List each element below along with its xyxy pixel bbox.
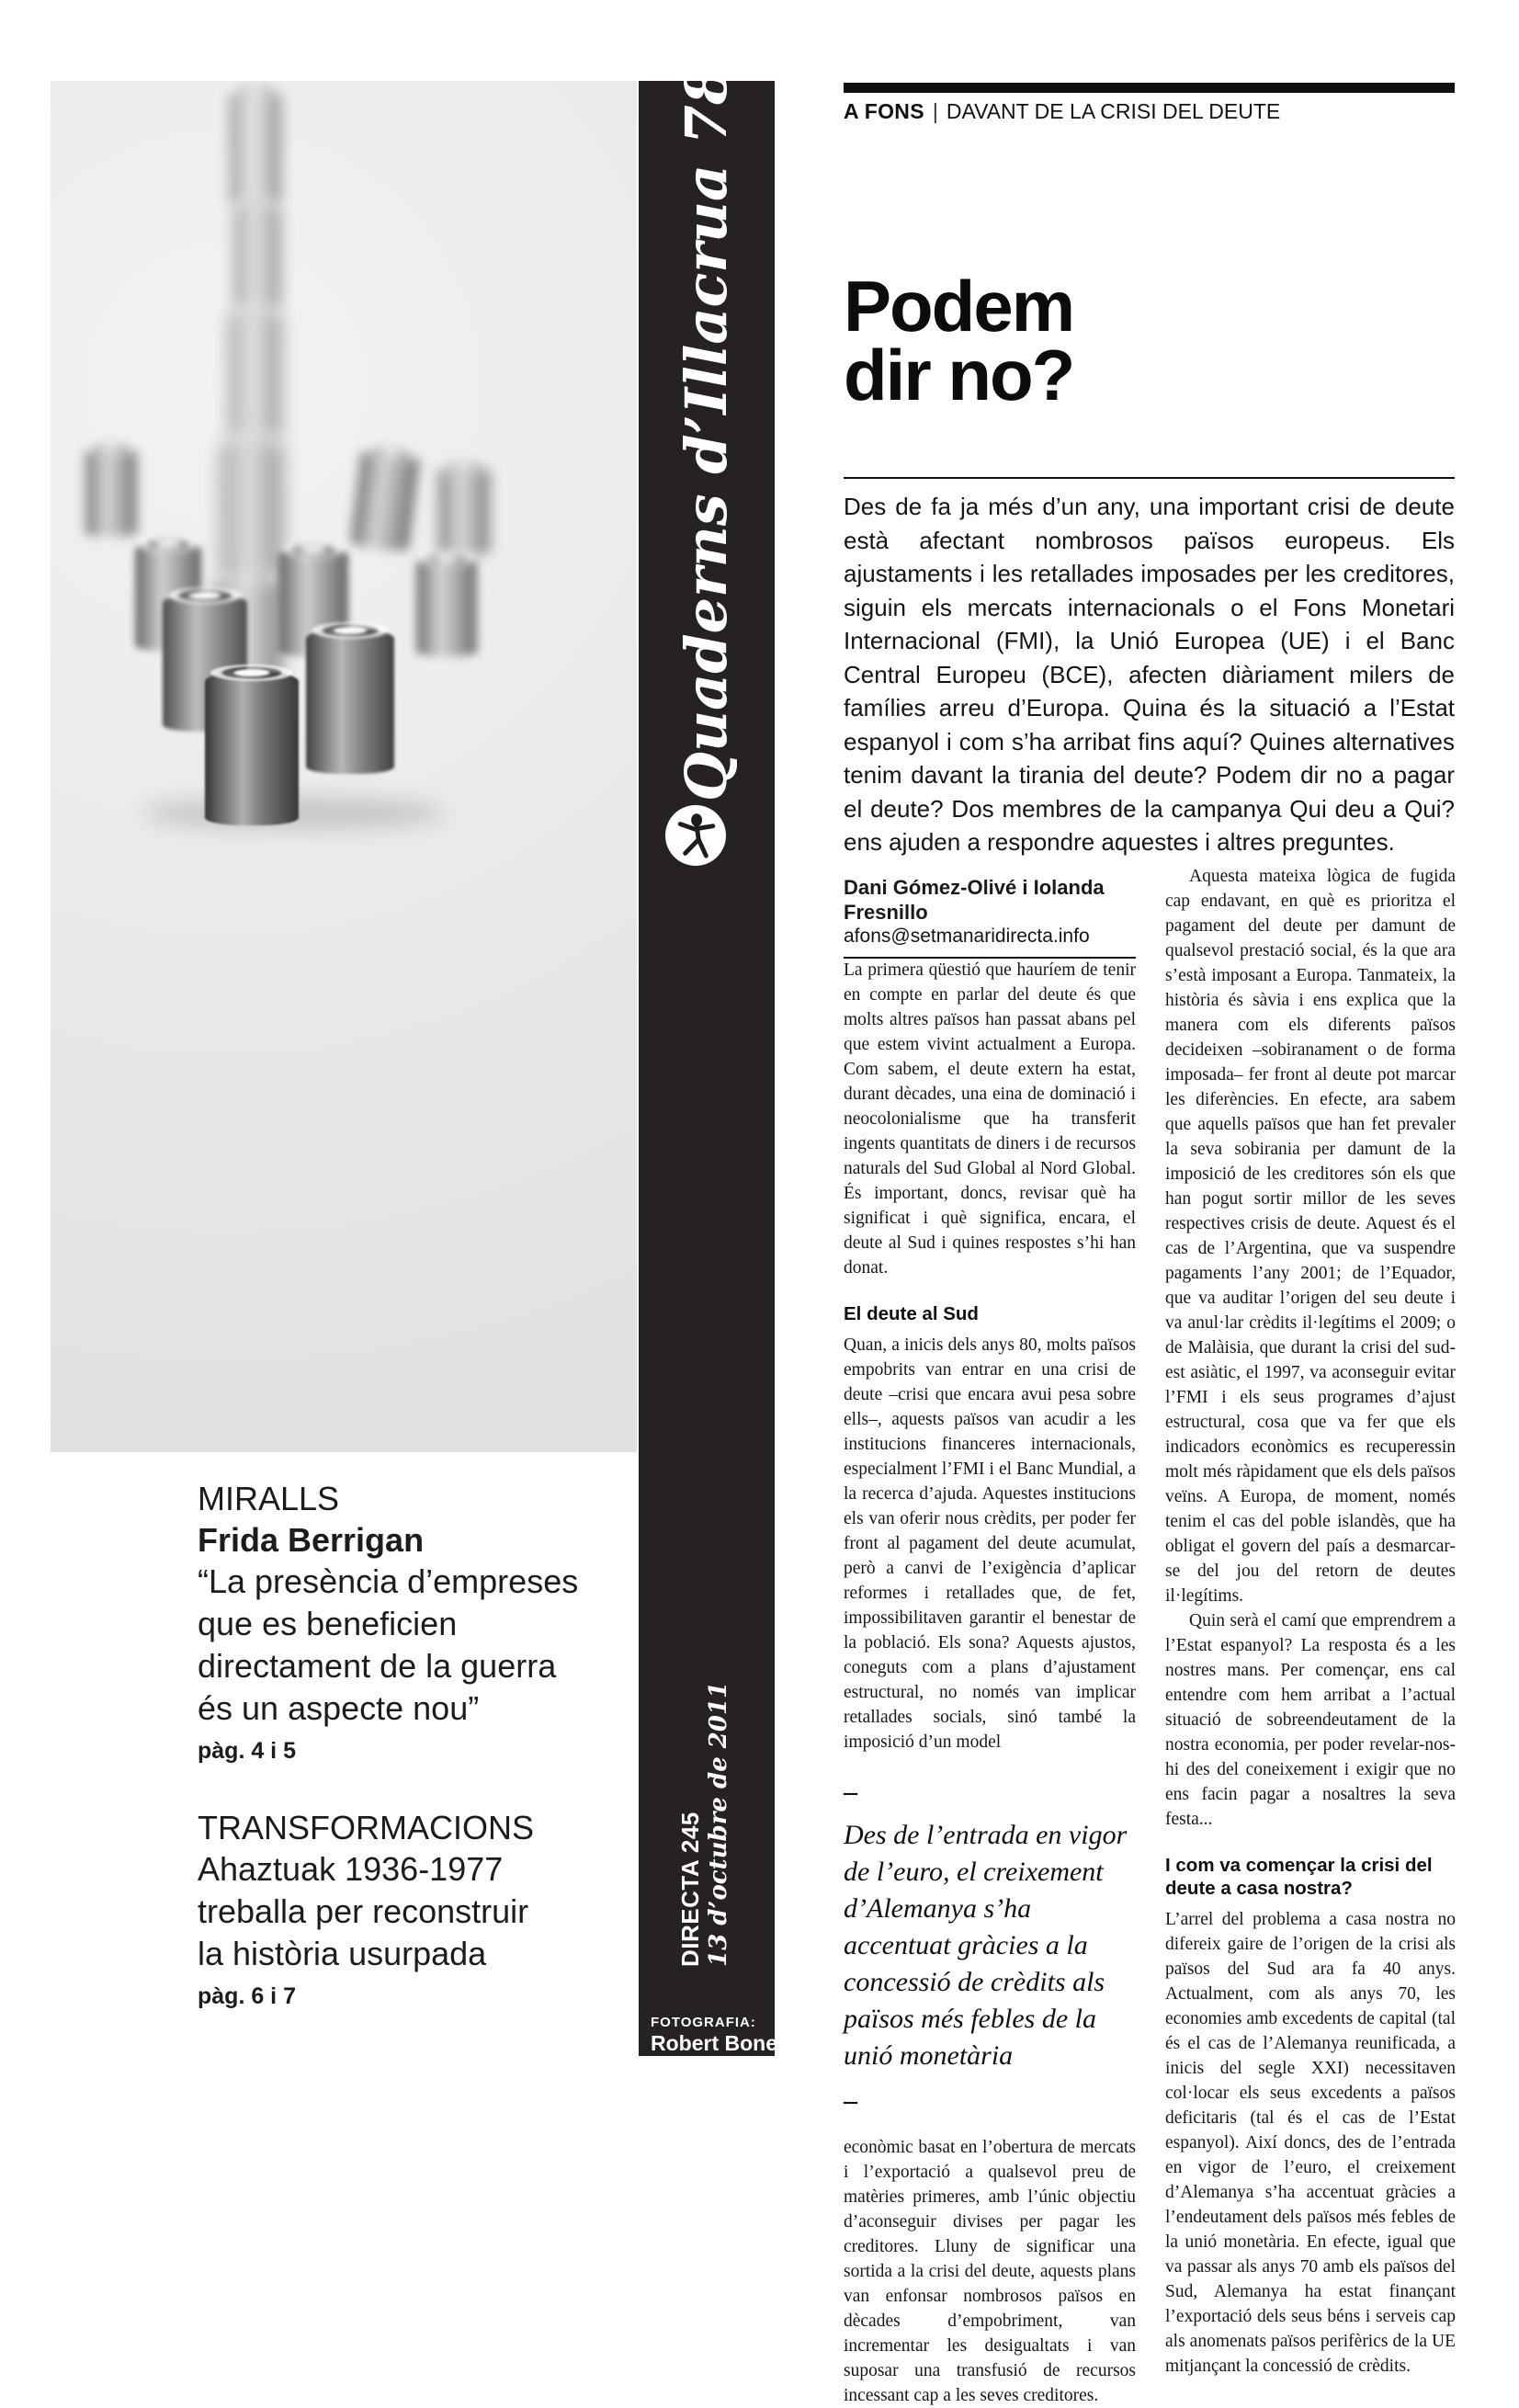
masthead-title: Quaderns d’Illacrua 78 — [673, 64, 740, 801]
pull-quote-dash-bottom: – — [844, 2085, 857, 2116]
banknote-roll — [85, 447, 137, 537]
byline — [844, 875, 1138, 959]
teaser1-page-ref: pàg. 4 i 5 — [198, 1738, 296, 1764]
section-top-bar — [844, 83, 1455, 93]
pull-quote-text: Des de l’entrada en vigor de l’euro, el creixement d’Alemanya s’ha accentuat gràcies a la concessió de crèdits als països més febles de la unió monetària — [844, 1820, 1128, 2071]
byline-email-link[interactable]: afons@setmanaridirecta.info — [844, 926, 1090, 947]
issue-info — [676, 1681, 735, 1967]
front-page-teasers — [198, 1478, 620, 2010]
teaser1-quote-line: directament de la guerra — [198, 1647, 557, 1685]
teaser2-section: TRANSFORMACIONS — [198, 1809, 535, 1846]
pull-quote-dash-top: – — [844, 1777, 857, 1807]
teaser-spacer — [198, 1765, 620, 1807]
banknote-roll — [205, 671, 299, 825]
cover-photo-banknote-rolls — [51, 81, 637, 1452]
lead-paragraph: Des de fa ja més d’un any, una important crisi de deute està afectant nombrosos països europeus. Els ajustaments i les retallades imposades per les creditores, siguin els mercats internacionals o el Fons Monetari Internacional (FMI), la Unió Europea (UE) i el Banc Central Europeu (BCE), afecten diàriament milers de famílies arreu d’Europa. Quina és la situació a l’Estat espanyol i com s’ha arribat fins aquí? Quines alternatives tenim davant la tirania del deute? Podem dir no a pagar el deute? Dos membres de la campanya Qui deu a Qui? ens ajuden a respondre aquestes i altres preguntes. — [844, 493, 1455, 856]
teaser1-quote-line: és un aspecte nou” — [198, 1689, 480, 1727]
teaser2-page-ref: pàg. 6 i 7 — [198, 1983, 296, 2009]
column1-paragraph-3: econòmic basat en l’obertura de mercats i l’exportació a qualsevol preu de matèries primeres, amb l’únic objectiu d’aconseguir divises per pagar les creditores. Lluny de significar una sortida a la crisi del deute, aquests plans van enfonsar nombrosos països en dècades d’empobriment, van incrementar les desigualtats i van suposar una transfusió de recursos incessant cap a les seves creditores. — [844, 2138, 1136, 2405]
banknote-roll — [306, 629, 394, 774]
column1-paragraph-1: La primera qüestió que hauríem de tenir en compte en parlar del deute és que molts altres països han passat abans pel que estem vivint actualment a Europa. Com sabem, el deute extern ha estat, durant dècades, una eina de dominació i neocolonialisme que ha transferit ingents quantitats de diners i de recursos naturals del Sud Global al Nord Global. És important, doncs, revisar què ha significat i què significa, encara, el deute al Sud i quines respostes s’hi han donat. — [844, 960, 1136, 1278]
column2-subhead: I com va començar la crisi del deute a casa nostra? — [1165, 1855, 1433, 1899]
teaser1-section: MIRALLS — [198, 1480, 340, 1517]
photo-credit-name: Robert Bonet — [651, 2031, 785, 2055]
column2-paragraph-2: Quin serà el camí que emprendrem a l’Estat espanyol? La resposta és a les nostres mans. Per començar, ens cal entendre com hem arribat a l’actual situació de sobreendeutament de la nostra economia, per poder revelar-nos-hi des del coneixement i exigir que no ens facin pagar a nosaltres la seva festa... — [1165, 1611, 1456, 1829]
issue-number: DIRECTA 245 — [676, 1812, 704, 1967]
teaser2-line: Ahaztuak 1936-1977 — [198, 1850, 504, 1888]
column1-subhead: El deute al Sud — [844, 1303, 979, 1324]
banknote-roll — [416, 557, 477, 656]
column2-paragraph-1: Aquesta mateixa lògica de fugida cap endavant, en què es prioritza el pagament del deute per damunt de qualsevol prestació social, és la que ara s’està imposant a Europa. Tanmateix, la història és sàvia i ens explica que la manera com els diferents països decideixen –sobiranament o de forma imposada– fer front al deute pot marcar les diferències. En efecte, ara sabem que aquells països que han fet prevaler la seva sobirania per damunt de la imposició de les creditores són els que han pogut sortir millor de les seves respectives crisis de deute. Aquest és el cas de l’Argentina, que va suspendre pagaments l’any 2001; de l’Equador, que va auditar l’origen del seu deute i va anul·lar crèdits il·legítims el 2009; o de Malàisia, que durant la crisi del sud-est asiàtic, el 1997, va aconseguir evitar l’FMI i els seus programes d’ajust estructural, cosa que va fer que els indicadors econòmics es recuperessin molt més ràpidament que els dels països veïns. A Europa, de moment, només tenim el cas del poble islandès, que ha obligat el govern del país a desmarcar-se del jou del retorn de deutes il·legítims. — [1165, 867, 1456, 1606]
teaser2-line: treballa per reconstruir — [198, 1892, 529, 1930]
banknote-roll — [230, 88, 281, 206]
teaser2-line: la història usurpada — [198, 1935, 487, 1972]
byline-authors: Dani Gómez-Olivé i Iolanda Fresnillo — [844, 876, 1105, 924]
banknote-roll — [229, 309, 281, 439]
kicker-title: DAVANT DE LA CRISI DEL DEUTE — [946, 99, 1281, 123]
article-column-2 — [1165, 864, 1456, 2379]
lead-divider — [844, 477, 1455, 479]
banknote-roll — [350, 448, 421, 553]
kicker-divider: | — [932, 99, 938, 123]
photo-credit — [651, 2015, 785, 2056]
photo-credit-label: FOTOGRAFIA: — [651, 2015, 756, 2030]
column2-paragraph-3: L’arrel del problema a casa nostra no difereix gaire de l’origen de la crisi als països del Sud ara fa 40 anys. Actualment, com als anys 70, les economies amb excedents de capital (tal és el cas de l’Alemanya reunificada, a inicis del segle XXI) necessitaven col·locar els seus excedents a països deficitaris (tal és el cas de l’Estat espanyol). Així doncs, des de l’entrada en vigor de l’euro, el creixement d’Alemanya s’ha accentuat gràcies a l’endeutament dels països més febles de la unió monetària. En efecte, igual que va passar als anys 70 amb els països del Sud, Alemanya ha estat finançant l’exportació dels seus béns i serveis cap als anomenats països perifèrics de la UE mitjançant la concessió de crèdits. — [1165, 1910, 1456, 2376]
pull-quote — [844, 1778, 1136, 2115]
banknote-roll — [438, 465, 490, 555]
kicker — [844, 98, 1280, 124]
banknote-roll — [221, 437, 282, 583]
teaser1-quote-line: “La presència d’empreses — [198, 1562, 579, 1600]
headline-line-1: Podem — [844, 266, 1074, 346]
teaser1-name: Frida Berrigan — [198, 1521, 425, 1559]
column1-paragraph-2: Quan, a inicis dels anys 80, molts països empobrits van entrar en una crisi de deute –crisi que encara avui pesa sobre ells–, aquests països van acudir a les institucions financeres internacionals, especialment l’FMI i el Banc Mundial, a la recerca d’ajuda. Aquestes institucions els van oferir nous crèdits, per poder fer front al pagament del deute acumulat, però a canvi de l’exigència d’aplicar reformes i retallades que, de fet, impossibilitaven garantir el benestar de la població. Els sona? Aquests ajustos, coneguts com a plans d’ajustament estructural, no només van implicar retallades socials, sinó també la imposició d’un model — [844, 1335, 1136, 1752]
banknote-roll — [234, 202, 280, 311]
headline-line-2: dir no? — [844, 335, 1074, 415]
article-column-1 — [844, 958, 1136, 2408]
illacrua-logo-icon — [665, 805, 726, 866]
headline — [844, 266, 1074, 415]
kicker-section: A FONS — [844, 99, 924, 123]
teaser1-quote-line: que es beneficien — [198, 1605, 458, 1642]
issue-date: 13 d’octubre de 2011 — [705, 1681, 732, 1967]
